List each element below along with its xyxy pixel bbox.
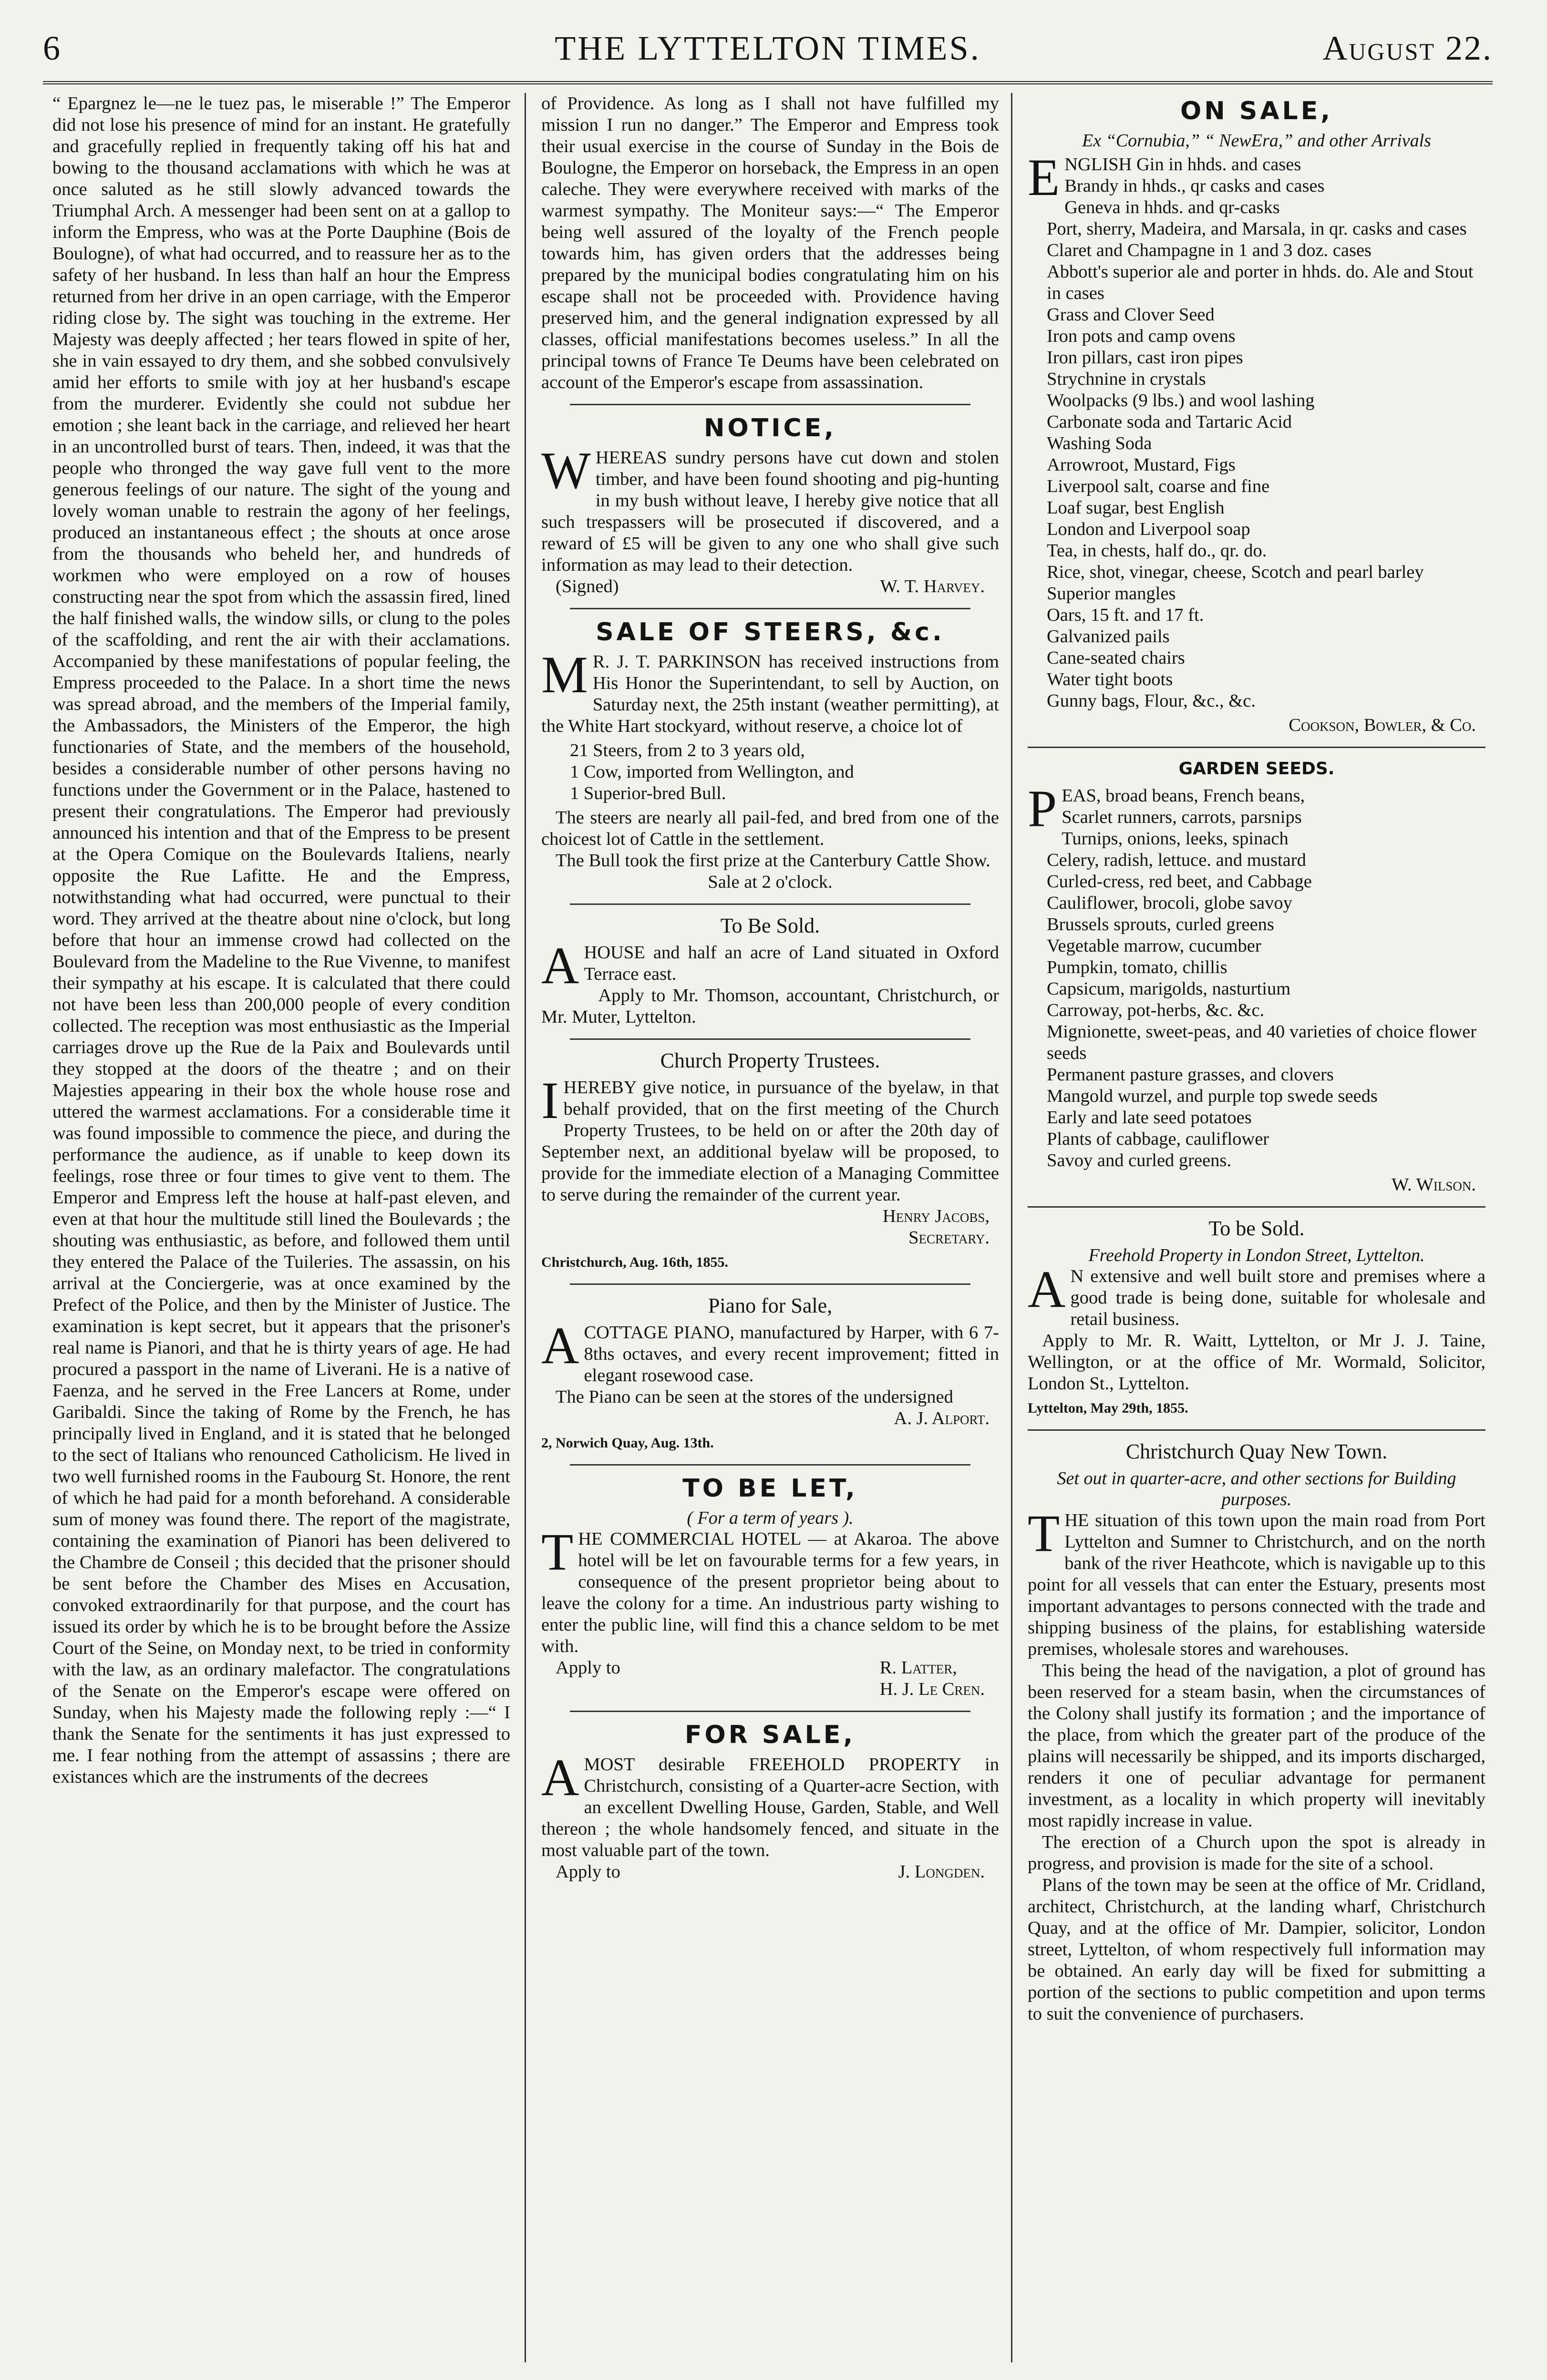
- steers-heading: SALE OF STEERS, &c.: [596, 618, 945, 646]
- steers-item: 1 Superior-bred Bull.: [570, 783, 726, 803]
- onsale-item: Iron pots and camp ovens: [1047, 326, 1236, 346]
- divider: [570, 1464, 970, 1466]
- steers-item: 21 Steers, from 2 to 3 years old,: [570, 740, 805, 760]
- dropcap: E: [1028, 148, 1060, 206]
- divider: [570, 1283, 970, 1285]
- page-number: 6: [43, 29, 60, 67]
- piano-advert: [541, 1293, 999, 1454]
- onsale-item: Oars, 15 ft. and 17 ft.: [1047, 605, 1204, 625]
- dropcap: I: [541, 1071, 559, 1129]
- garden-item: Carroway, pot-herbs, &c. &c.: [1047, 1000, 1265, 1020]
- article-continuation: of Providence. As long as I shall not have fulfilled my mission I run no danger.” The Emperor and Empress took their usual exercise in the course of Sunday in the Bois de Boulogne, the Emperor on horseback, the Empress in an open caleche. They were everywhere received with marks of the warmest sympathy. The Moniteur says:—“ The Emperor being well assured of the loyalty of the French people towards him, has given orders that the addresses being prepared by the municipal bodies congratulating him on his escape shall not be proceeded with. Providence having preserved him, and the general indignation expressed by all classes, official manifestations becomes useless.” In all the principal towns of France Te Deums have been celebrated on account of the Emperor's escape from assassination.: [541, 93, 999, 392]
- garden-item: Cauliflower, brocoli, globe savoy: [1047, 893, 1292, 913]
- column-3: [1028, 93, 1485, 2362]
- piano-p2: The Piano can be seen at the stores of the undersigned: [556, 1387, 953, 1407]
- garden-item: Brussels sprouts, curled greens: [1047, 914, 1274, 934]
- column-divider: [1011, 93, 1012, 2362]
- freehold-advert: [541, 1721, 999, 1883]
- divider: [570, 404, 970, 405]
- freehold-apply: Apply to: [556, 1862, 620, 1882]
- store-advert: [1028, 1216, 1485, 1419]
- notice-heading: NOTICE,: [704, 414, 836, 442]
- garden-heading: GARDEN SEEDS.: [1178, 759, 1335, 779]
- hotel-body: HE COMMERCIAL HOTEL — at Akaroa. The above hotel will be let on favourable terms for a few years, in consequence of the present proprietor being about to leave the colony for a time. An industrious party wishing to enter the public line, will find this a chance seldom to be met with.: [541, 1529, 999, 1656]
- onsale-item: Cane-seated chairs: [1047, 648, 1185, 668]
- onsale-item: Water tight boots: [1047, 669, 1173, 689]
- onsale-item: Iron pillars, cast iron pipes: [1047, 348, 1243, 368]
- steers-time: Sale at 2 o'clock.: [708, 872, 833, 892]
- hotel-advert: [541, 1474, 999, 1700]
- garden-item: Early and late seed potatoes: [1047, 1108, 1252, 1128]
- dropcap: A: [541, 1748, 579, 1806]
- onsale-item: Abbott's superior ale and porter in hhds. do. Ale and Stout in cases: [1047, 262, 1474, 303]
- onsale-item: Carbonate soda and Tartaric Acid: [1047, 412, 1292, 432]
- piano-body: COTTAGE PIANO, manufactured by Harper, with 6 7-8ths octaves, and every recent improvement; fitted in elegant rosewood case.: [584, 1323, 999, 1385]
- church-advert: [541, 1048, 999, 1273]
- house-body: HOUSE and half an acre of Land situated in Oxford Terrace east.: [584, 943, 999, 984]
- column-divider: [525, 93, 526, 2362]
- onsale-subheading: Ex “Cornubia,” “ NewEra,” and other Arrivals: [1082, 131, 1431, 151]
- quay-advert: [1028, 1439, 1485, 2025]
- church-dateline: Christchurch, Aug. 16th, 1855.: [541, 1254, 728, 1270]
- hotel-name-2: H. J. Le Cren.: [879, 1679, 985, 1699]
- freehold-heading: FOR SALE,: [685, 1721, 856, 1749]
- freehold-body: MOST desirable FREEHOLD PROPERTY in Christchurch, consisting of a Quarter-acre Section, with an excellent Dwelling House, Garden, Stable, and Well thereon ; the whole handsomely fenced, and situate in the most valuable part of the town.: [541, 1754, 999, 1860]
- article-text: “ Epargnez le—ne le tuez pas, le miserable !” The Emperor did not lose his presence of mind for an instant. He gratefully and gracefully replied in frequently taking off his hat and bowing to the thousand acclamations with which he was at once saluted as he still slowly advanced towards the Triumphal Arch. A messenger had been sent on at a gallop to inform the Empress, who was at the Porte Dauphine (Bois de Boulogne), of what had occurred, and to reassure her as to the safety of her husband. In less than half an hour the Empress returned from her drive in an open carriage, with the Emperor riding close by. The sight was touching in the extreme. Her Majesty was deeply affected ; her tears flowed in spite of her, she in vain essayed to dry them, and she sobbed convulsively amid her efforts to smile with joy at her husband's escape from the murderer. Evidently she could not subdue her emotion ; she leant back in the carriage, and relieved her heart in an uncontrolled burst of tears. Then, indeed, it was that the people who thronged the way gave full vent to the more generous feelings of our nature. The sight of the young and lovely woman unable to restrain the agony of her feelings, produced an instantaneous effect ; the shouts at once arose from the thousands who beheld her, and hundreds of workmen who were employed on a row of houses constructing near the spot from which the assassin fired, lined the half finished walls, the window sills, or clung to the poles of the scaffolding, and rent the air with their acclamations. Accompanied by these manifestations of popular feeling, the Empress proceeded to the Palace. In a short time the news was spread abroad, and the members of the Imperial family, the Ambassadors, the Ministers of the Emperor, the high functionaries of State, and the members of the household, besides a considerable number of other persons having no functions under the Government or in the Palace, hastened to present their congratulations. The Emperor had previously announced his intention and that of the Empress to be present at the Opera Comique on the Boulevards Italiens, nearly opposite the Rue Lafitte. He and the Empress, notwithstanding what had occurred, were punctual to their word. They arrived at the theatre about nine o'clock, but long before that hour an immense crowd had collected on the Boulevard from the Madeline to the Rue Vivenne, to manifest their sympathy at his escape. It is calculated that there could not have been less than 200,000 people of every condition collected. The reception was most enthusiastic as the Imperial carriages drove up the Rue de la Paix and Boulevards until they stopped at the doors of the theatre ; and on their Majesties appearing in their box the whole house rose and uttered the warmest acclamations. For a considerable time it was found impossible to commence the piece, and during the performance the audience, as if unable to keep down its feelings, rose three or four times to give vent to them. The Emperor and Empress left the house at half-past eleven, and even at that hour the multitude still lined the Boulevards ; the shouting was enthusiastic, as before, and followed them until they entered the Palace of the Tuileries. The assassin, on his arrival at the Conciergerie, was at once examined by the Prefect of the Police, and then by the Minister of Justice. The examination is kept secret, but it appears that the prisoner's real name is Pianori, and that he is thirty years of age. He had procured a passport in the name of Liverani. He is a native of Faenza, and he served in the Free Lancers at Rome, under Garibaldi. Since the taking of Rome by the French, he has principally lived in England, and it is stated that he belonged to the sect of Italians who renounced Catholicism. He lived in two well furnished rooms in the Faubourg St. Honore, the rent of which he had paid for a month beforehand. A considerable sum of money was found there. The report of the magistrate, containing the examination of Pianori has been delivered to the Chambre de Conseil ; this decided that the prisoner should be sent before the Chamber des Mises en Accusation, convoked extraordinarily for that purpose, and the court has issued its order by which he is to be brought before the Assize Court of the Seine, on Monday next, to be tried in conformity with the law, as an ordinary malefactor. The congratulations of the Senate on the Emperor's escape were offered on Sunday, when his Majesty made the following reply :—“ I thank the Senate for the sentiments it has just expressed to me. I fear nothing from the attempt of assassins ; there are existances which are the instruments of the decrees: [52, 93, 510, 1787]
- dropcap: T: [541, 1523, 574, 1581]
- onsale-item: Arrowroot, Mustard, Figs: [1047, 455, 1236, 475]
- issue-date: August 22.: [1322, 29, 1493, 67]
- garden-item: Plants of cabbage, cauliflower: [1047, 1129, 1269, 1149]
- steers-item: 1 Cow, imported from Wellington, and: [570, 762, 854, 782]
- store-body: N extensive and well built store and premises where a good trade is being done, suitable for wholesale and retail business.: [1070, 1266, 1485, 1329]
- dropcap: P: [1028, 780, 1057, 838]
- house-apply: Apply to Mr. Thomson, accountant, Christchurch, or Mr. Muter, Lyttelton.: [541, 985, 999, 1027]
- dropcap: W: [541, 441, 591, 500]
- notice-body: HEREAS sundry persons have cut down and stolen timber, and have been found shooting and pig-hunting in my bush without leave, I hereby give notice that all such trespassers will be prosecuted if discovered, and a reward of £5 will be given to any one who shall give such information as may lead to their detection.: [541, 448, 999, 575]
- dropcap: A: [541, 1316, 579, 1375]
- piano-signature: A. J. Alport.: [894, 1408, 990, 1428]
- onsale-item: Loaf sugar, best English: [1047, 498, 1225, 518]
- divider: [1028, 1206, 1485, 1208]
- newspaper-title: THE LYTTELTON TIMES.: [555, 29, 981, 67]
- steers-body: R. J. T. PARKINSON has received instructions from His Honor the Superintendant, to sell by Auction, on Saturday next, the 25th instant (weather permitting), at the White Hart stockyard, without reserve, a choice lot of: [541, 652, 999, 736]
- garden-item: Curled-cress, red beet, and Cabbage: [1047, 872, 1312, 892]
- column-2: [541, 93, 999, 2362]
- garden-item: Mignionette, sweet-peas, and 40 varieties of choice flower seeds: [1047, 1022, 1477, 1063]
- dropcap: A: [1028, 1260, 1066, 1318]
- garden-item: Capsicum, marigolds, nasturtium: [1047, 979, 1291, 999]
- dropcap: M: [541, 646, 588, 704]
- steers-p2: The steers are nearly all pail-fed, and bred from one of the choicest lot of Cattle in the settlement.: [541, 808, 999, 849]
- steers-advert: [541, 618, 999, 893]
- divider: [1028, 747, 1485, 748]
- hotel-heading: TO BE LET,: [682, 1474, 858, 1503]
- garden-item: Celery, radish, lettuce. and mustard: [1047, 850, 1306, 870]
- notice-signature: W. T. Harvey.: [880, 576, 985, 596]
- header-rule: [43, 81, 1493, 84]
- store-heading: To be Sold.: [1208, 1217, 1305, 1240]
- church-signature: Henry Jacobs,: [882, 1206, 990, 1226]
- column-1-article: [52, 93, 510, 2362]
- onsale-item: Port, sherry, Madeira, and Marsala, in qr. casks and cases: [1047, 219, 1467, 239]
- onsale-item: Gunny bags, Flour, &c., &c.: [1047, 691, 1256, 711]
- onsale-item: Grass and Clover Seed: [1047, 305, 1215, 325]
- onsale-item: Liverpool salt, coarse and fine: [1047, 476, 1270, 496]
- onsale-item: Tea, in chests, half do., qr. do.: [1047, 541, 1267, 561]
- onsale-item: Superior mangles: [1047, 584, 1176, 604]
- divider: [570, 1711, 970, 1712]
- onsale-item: Strychnine in crystals: [1047, 369, 1206, 389]
- church-body: HEREBY give notice, in pursuance of the byelaw, in that behalf provided, that on the first meeting of the Church Property Trustees, to be held on or after the 20th day of September next, an additional byelaw will be proposed, to provide for the immediate election of a Managing Committee to serve during the remainder of the current year.: [541, 1077, 999, 1205]
- quay-p2: This being the head of the navigation, a plot of ground has been reserved for a steam basin, when the circumstances of the Colony shall justify its formation ; and the importance of the place, from which the greater part of the produce of the plains will necessarily be shipped, and its imports discharged, renders it one of peculiar advantage for permanent investment, as a locality in which property will inevitably most rapidly increase in value.: [1028, 1661, 1485, 1831]
- piano-dateline: 2, Norwich Quay, Aug. 13th.: [541, 1435, 714, 1451]
- hotel-subheading: ( For a term of years ).: [687, 1508, 854, 1528]
- onsale-item: Galvanized pails: [1047, 626, 1170, 646]
- garden-seeds-advert: [1028, 757, 1485, 1196]
- notice-advert: [541, 414, 999, 597]
- hotel-apply: Apply to: [556, 1658, 620, 1678]
- dropcap: T: [1028, 1504, 1060, 1562]
- garden-signature: W. Wilson.: [1392, 1175, 1476, 1195]
- store-dateline: Lyttelton, May 29th, 1855.: [1028, 1400, 1188, 1416]
- onsale-item: Claret and Champagne in 1 and 3 doz. cases: [1047, 240, 1372, 260]
- notice-signed: (Signed): [556, 576, 619, 596]
- store-subheading: Freehold Property in London Street, Lyttelton.: [1088, 1245, 1425, 1265]
- quay-p4: Plans of the town may be seen at the office of Mr. Cridland, architect, Christchurch, at the landing wharf, Christchurch Quay, and at the office of Mr. Dampier, solicitor, London street, Lyttelton, of whom respectively full information may be obtained. An early day will be fixed for submitting a portion of the sections to public competition and upon terms to suit the convenience of purchasers.: [1028, 1875, 1485, 2024]
- quay-subheading: Set out in quarter-acre, and other sections for Building purposes.: [1057, 1468, 1456, 1509]
- steers-p3: The Bull took the first prize at the Canterbury Cattle Show.: [556, 851, 990, 871]
- quay-p3: The erection of a Church upon the spot is already in progress, and provision is made for the site of a school.: [1028, 1832, 1485, 1874]
- masthead: [43, 29, 1493, 86]
- onsale-heading: ON SALE,: [1180, 97, 1333, 125]
- garden-item: Vegetable marrow, cucumber: [1047, 936, 1261, 956]
- divider: [570, 608, 970, 609]
- garden-item: Mangold wurzel, and purple top swede seeds: [1047, 1086, 1378, 1106]
- divider: [570, 1038, 970, 1040]
- dropcap: A: [541, 936, 579, 995]
- onsale-item: Woolpacks (9 lbs.) and wool lashing: [1047, 390, 1315, 410]
- garden-item: Scarlet runners, carrots, parsnips: [1062, 807, 1302, 827]
- church-heading: Church Property Trustees.: [660, 1049, 880, 1072]
- onsale-item: Brandy in hhds., qr casks and cases: [1064, 176, 1325, 196]
- divider: [570, 903, 970, 905]
- hotel-name-1: R. Latter,: [879, 1658, 957, 1678]
- freehold-signature: J. Longden.: [898, 1862, 985, 1882]
- onsale-item: London and Liverpool soap: [1047, 519, 1250, 539]
- store-apply: Apply to Mr. R. Waitt, Lyttelton, or Mr J. J. Taine, Wellington, or at the office of Mr. Wormald, Solicitor, London St., Lyttelton.: [1028, 1331, 1485, 1394]
- divider: [1028, 1429, 1485, 1431]
- piano-heading: Piano for Sale,: [708, 1294, 833, 1317]
- quay-heading: Christchurch Quay New Town.: [1125, 1440, 1388, 1463]
- garden-item: Turnips, onions, leeks, spinach: [1062, 829, 1289, 849]
- garden-item: Pumpkin, tomato, chillis: [1047, 957, 1227, 977]
- church-role: Secretary.: [908, 1228, 990, 1248]
- quay-p1: HE situation of this town upon the main road from Port Lyttelton and Sumner to Christchurch, and on the north bank of the river Heathcote, which is navigable up to this point for all vessels that can enter the Estuary, presents most important advantages to persons connected with the trade and shipping business of the plains, for establishing waterside premises, wholesale stores and warehouses.: [1028, 1510, 1485, 1659]
- onsale-signature: Cookson, Bowler, & Co.: [1289, 715, 1476, 735]
- onsale-item: Washing Soda: [1047, 433, 1152, 453]
- garden-item: Savoy and curled greens.: [1047, 1150, 1232, 1170]
- onsale-item: Rice, shot, vinegar, cheese, Scotch and pearl barley: [1047, 562, 1424, 582]
- garden-item: Permanent pasture grasses, and clovers: [1047, 1065, 1334, 1085]
- garden-item: EAS, broad beans, French beans,: [1062, 786, 1305, 806]
- onsale-item: NGLISH Gin in hhds. and cases: [1064, 154, 1301, 174]
- onsale-advert: [1028, 97, 1485, 736]
- house-advert: [541, 913, 999, 1028]
- house-heading: To Be Sold.: [720, 914, 820, 937]
- onsale-item: Geneva in hhds. and qr-casks: [1064, 197, 1280, 217]
